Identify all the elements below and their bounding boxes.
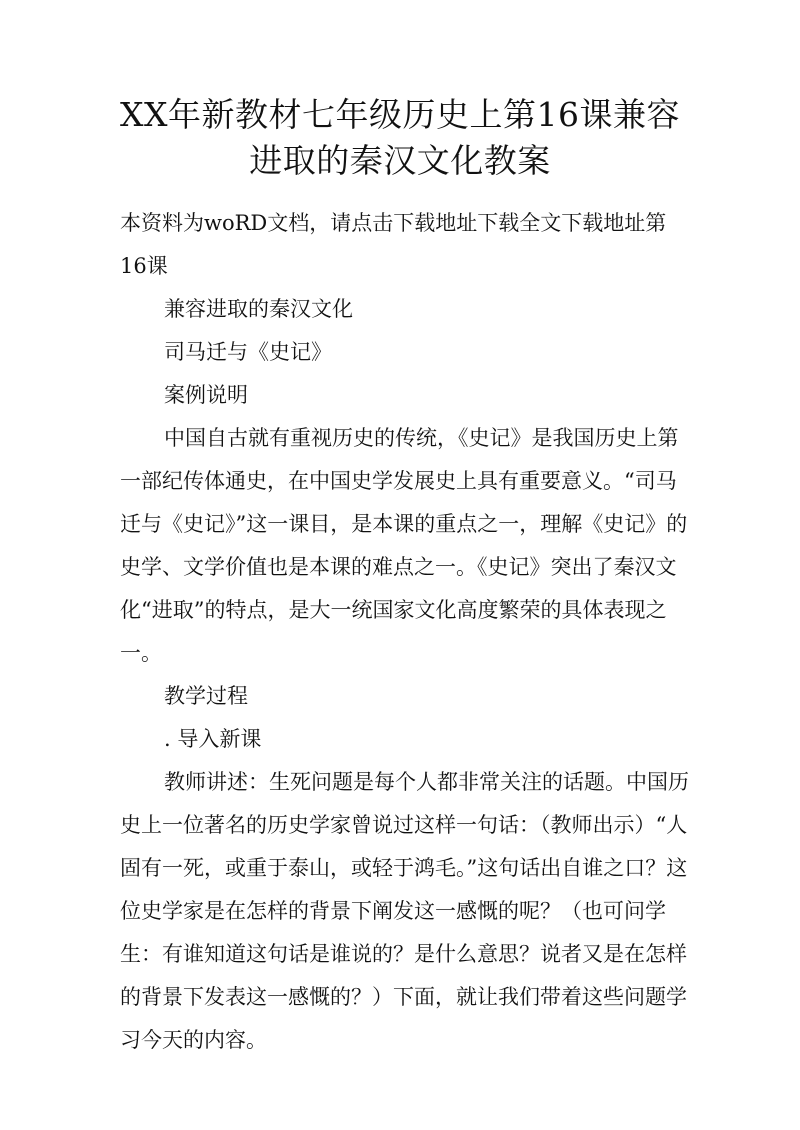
process-heading: 教学过程 bbox=[164, 684, 248, 708]
section-heading: 兼容进取的秦汉文化 bbox=[164, 297, 353, 321]
teacher-narration-paragraph: 教师讲述：生死问题是每个人都非常关注的话题。中国历史上一位著名的历史学家曾说过这样一句话：（教师出示）“人固有一死，或重于泰山，或轻于鸿毛。”这句话出自谁之口？这位史学家是在怎样的背景下阐发这一感慨的呢？（也可问学生：有谁知道这句话是谁说的？是什么意思？说者又是在怎样的背景下发表这一感慨的？）下面，就让我们带着这些问题学习今天的内容。 bbox=[120, 770, 689, 1052]
subsection-heading: 司马迁与《史记》 bbox=[164, 340, 332, 364]
title-line-2: 进取的秦汉文化教案 bbox=[249, 141, 551, 180]
case-description-paragraph: 中国自古就有重视历史的传统，《史记》是我国历史上第一部纪传体通史，在中国史学发展史上具有重要意义。“司马迁与《史记》”这一课目，是本课的重点之一，理解《史记》的史学、文学价值也是本课的难点之一。《史记》突出了秦汉文化“进取”的特点，是大一统国家文化高度繁荣的具体表现之一。 bbox=[120, 426, 688, 665]
lesson-intro-heading: . 导入新课 bbox=[164, 727, 262, 751]
intro-paragraph: 本资料为woRD文档，请点击下载地址下载全文下载地址第16课 bbox=[120, 211, 667, 278]
document-body bbox=[120, 202, 690, 1062]
document-title bbox=[100, 92, 700, 184]
case-heading: 案例说明 bbox=[164, 383, 248, 407]
title-line-1: XX年新教材七年级历史上第16课兼容 bbox=[120, 95, 680, 134]
